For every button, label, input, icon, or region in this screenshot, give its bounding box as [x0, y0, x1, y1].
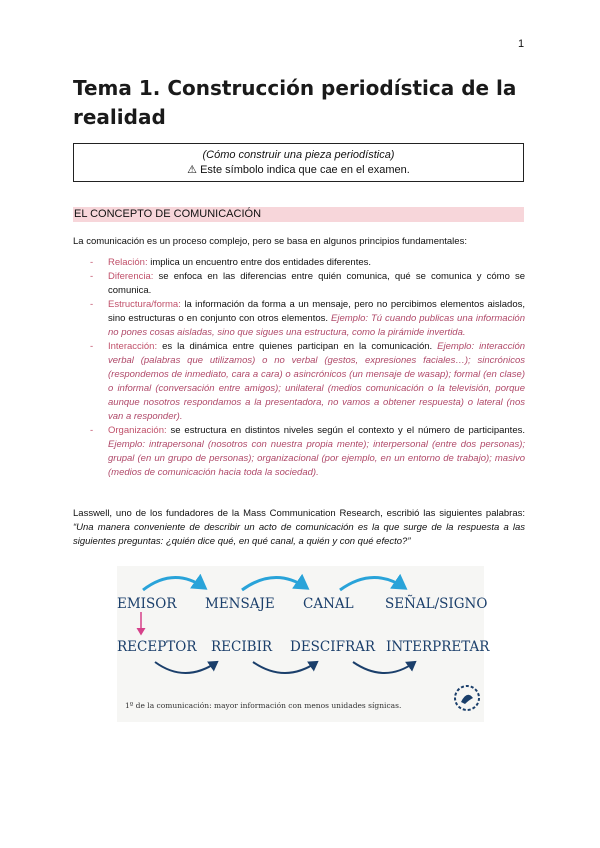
note-box: [73, 143, 524, 182]
item-text: implica un encuentro entre dos entidades diferentes.: [150, 257, 371, 268]
lasswell-text: Lasswell, uno de los fundadores de la Mass Communication Research, escribió las siguientes palabras:: [73, 508, 525, 519]
arrow-mensaje-canal: [242, 577, 307, 590]
arrow-receptor-recibir: [155, 662, 217, 673]
principles-list: [73, 256, 525, 480]
item-text: la información da forma a un mensaje, pero no percibimos elementos aislados, sino estructuras o en conjunto con otros elementos.: [108, 299, 525, 324]
dash-bullet-icon: -: [90, 271, 94, 282]
item-text: se enfoca en las diferencias entre quién comunica, qué se comunica y cómo se comunica.: [108, 271, 525, 296]
diagram-senal-signo: SEÑAL/SIGNO: [385, 596, 488, 612]
arrow-recibir-descifrar: [253, 662, 317, 673]
lasswell-quote: “Una manera conveniente de describir un acto de comunicación es la que surge de la respuesta a las siguientes preguntas: ¿quién dice qué, en qué canal, a quién y con qué efecto?”: [73, 522, 525, 547]
arrow-canal-senal: [340, 577, 405, 590]
item-term: Interacción:: [108, 341, 158, 352]
item-example: Ejemplo: interacción verbal (palabras que utilizamos) o no verbal (gestos, expresiones faciales…); sincrónicos (respondemos de inmediato, cara a cara) o asincrónicos (un mensaje de wasap); formal (en clase) o informal (conversación entre amigos); unilateral (medios comunicación o la televisión, porque aunque nosotros respondamos a la presentadora, no vamos a obtener respuesta) o lateral (nos van a responder).: [108, 341, 526, 422]
arrow-descifrar-interpretar: [353, 662, 415, 673]
item-term: Diferencia:: [108, 271, 154, 282]
item-term: Relación:: [108, 257, 148, 268]
diagram-receptor: RECEPTOR: [117, 639, 197, 655]
arrow-emisor-mensaje: [143, 577, 205, 590]
section-heading: EL CONCEPTO DE COMUNICACIÓN: [73, 207, 524, 222]
dash-bullet-icon: -: [90, 341, 94, 352]
logo-icon: [453, 684, 481, 712]
list-item: [73, 340, 525, 424]
diagram-recibir: RECIBIR: [211, 639, 273, 655]
diagram-emisor: EMISOR: [117, 596, 177, 612]
intro-paragraph: La comunicación es un proceso complejo, pero se basa en algunos principios fundamentales:: [73, 236, 467, 247]
item-example: Ejemplo: intrapersonal (nosotros con nuestra propia mente); interpersonal (entre dos personas); grupal (en un grupo de personas); organizacional (por ejemplo, en un entorno de trabajo); masivo (medios de comunicación hacia toda la sociedad).: [108, 439, 525, 478]
diagram-canal: CANAL: [303, 596, 354, 612]
item-term: Estructura/forma:: [108, 299, 181, 310]
diagram-descifrar: DESCIFRAR: [290, 639, 376, 655]
diagram-interpretar: INTERPRETAR: [386, 639, 490, 655]
list-item: [73, 270, 525, 298]
diagram-footnote: 1º de la comunicación: mayor información con menos unidades sígnicas.: [125, 701, 402, 710]
communication-diagram: [117, 566, 490, 722]
item-text: se estructura en distintos niveles según el contexto y el número de participantes.: [170, 425, 525, 436]
dash-bullet-icon: -: [90, 425, 94, 436]
dash-bullet-icon: -: [90, 257, 94, 268]
warning-icon: ⚠: [187, 164, 198, 176]
list-item: [73, 298, 525, 340]
list-item: [73, 256, 525, 270]
dash-bullet-icon: -: [90, 299, 94, 310]
list-item: [73, 424, 525, 480]
warning-text: Este símbolo indica que cae en el examen.: [200, 164, 410, 176]
item-text: es la dinámica entre quienes participan en la comunicación.: [162, 341, 433, 352]
page-number: 1: [518, 38, 525, 50]
lasswell-paragraph: [73, 507, 525, 549]
note-warning: [74, 163, 523, 178]
diagram-mensaje: MENSAJE: [205, 596, 275, 612]
note-subtitle: (Cómo construir una pieza periodística): [202, 149, 395, 161]
page-title: Tema 1. Construcción periodística de la realidad: [73, 76, 517, 129]
item-term: Organización:: [108, 425, 167, 436]
item-example: Ejemplo: Tú cuando publicas una información no pones cosas aisladas, sino que sigues una estructura, como la pirámide invertida.: [108, 313, 526, 338]
